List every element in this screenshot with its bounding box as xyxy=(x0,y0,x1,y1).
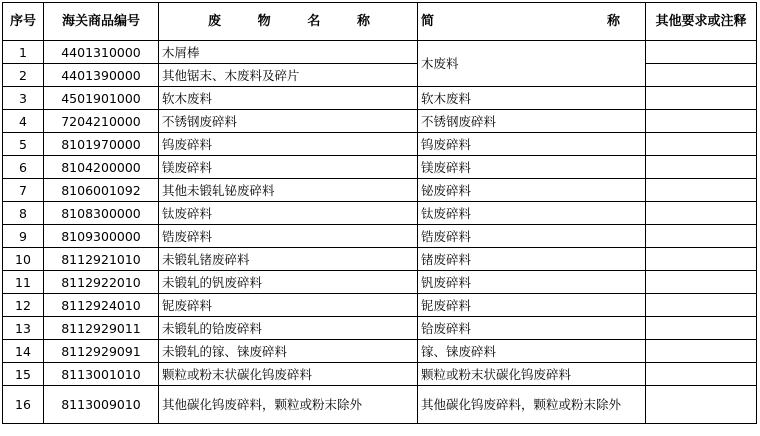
cell-name: 镁废碎料 xyxy=(159,156,418,179)
cell-note xyxy=(646,87,757,110)
header-note: 其他要求或注释 xyxy=(646,3,757,41)
header-name-char: 名 xyxy=(307,14,321,29)
cell-name: 其他碳化钨废碎料，颗粒或粉末除外 xyxy=(159,386,418,424)
cell-abbr: 颗粒或粉末状碳化钨废碎料 xyxy=(418,363,646,386)
cell-code: 8112921010 xyxy=(44,248,159,271)
cell-name: 锆废碎料 xyxy=(159,225,418,248)
cell-note xyxy=(646,225,757,248)
cell-note xyxy=(646,179,757,202)
header-name xyxy=(159,3,418,41)
table-row xyxy=(3,363,757,386)
table-row xyxy=(3,340,757,363)
header-name-char: 物 xyxy=(257,14,271,29)
cell-code: 8112924010 xyxy=(44,294,159,317)
cell-name: 未锻轧的钒废碎料 xyxy=(159,271,418,294)
cell-name: 其他未锻轧铋废碎料 xyxy=(159,179,418,202)
table-row xyxy=(3,248,757,271)
cell-name: 软木废料 xyxy=(159,87,418,110)
cell-name: 钨废碎料 xyxy=(159,133,418,156)
cell-code: 4501901000 xyxy=(44,87,159,110)
header-abbr-char: 简 xyxy=(421,14,435,29)
cell-seq: 14 xyxy=(3,340,44,363)
cell-name: 木屑棒 xyxy=(159,41,418,64)
cell-note xyxy=(646,110,757,133)
cell-seq: 2 xyxy=(3,64,44,87)
header-abbr-char: 称 xyxy=(606,14,620,29)
cell-abbr: 铪废碎料 xyxy=(418,317,646,340)
cell-name: 不锈钢废碎料 xyxy=(159,110,418,133)
table-row xyxy=(3,225,757,248)
header-name-char: 称 xyxy=(356,14,370,29)
cell-seq: 12 xyxy=(3,294,44,317)
cell-code: 8108300000 xyxy=(44,202,159,225)
cell-code: 7204210000 xyxy=(44,110,159,133)
cell-abbr: 钒废碎料 xyxy=(418,271,646,294)
cell-abbr: 钛废碎料 xyxy=(418,202,646,225)
cell-seq: 6 xyxy=(3,156,44,179)
cell-seq: 10 xyxy=(3,248,44,271)
table-row xyxy=(3,317,757,340)
cell-abbr: 镁废碎料 xyxy=(418,156,646,179)
cell-seq: 4 xyxy=(3,110,44,133)
waste-catalog-table xyxy=(2,2,757,424)
cell-note xyxy=(646,202,757,225)
cell-note xyxy=(646,41,757,64)
cell-name: 未锻轧锗废碎料 xyxy=(159,248,418,271)
cell-note xyxy=(646,156,757,179)
cell-name: 钛废碎料 xyxy=(159,202,418,225)
cell-name: 铌废碎料 xyxy=(159,294,418,317)
cell-note xyxy=(646,271,757,294)
cell-seq: 8 xyxy=(3,202,44,225)
waste-catalog-table-container xyxy=(2,2,757,424)
table-row xyxy=(3,156,757,179)
cell-abbr: 锆废碎料 xyxy=(418,225,646,248)
cell-name: 其他锯末、木废料及碎片 xyxy=(159,64,418,87)
cell-seq: 9 xyxy=(3,225,44,248)
cell-note xyxy=(646,317,757,340)
cell-abbr: 锗废碎料 xyxy=(418,248,646,271)
cell-seq: 3 xyxy=(3,87,44,110)
cell-note xyxy=(646,64,757,87)
cell-code: 8109300000 xyxy=(44,225,159,248)
cell-code: 8113001010 xyxy=(44,363,159,386)
header-code: 海关商品编号 xyxy=(44,3,159,41)
cell-code: 8104200000 xyxy=(44,156,159,179)
cell-code: 8112929091 xyxy=(44,340,159,363)
cell-name: 颗粒或粉末状碳化钨废碎料 xyxy=(159,363,418,386)
cell-abbr: 钨废碎料 xyxy=(418,133,646,156)
cell-name: 未锻轧的镓、铼废碎料 xyxy=(159,340,418,363)
cell-code: 8106001092 xyxy=(44,179,159,202)
cell-abbr: 铋废碎料 xyxy=(418,179,646,202)
cell-seq: 15 xyxy=(3,363,44,386)
cell-code: 4401310000 xyxy=(44,41,159,64)
cell-note xyxy=(646,294,757,317)
table-row xyxy=(3,110,757,133)
cell-seq: 1 xyxy=(3,41,44,64)
header-name-char: 废 xyxy=(208,14,222,29)
table-row xyxy=(3,87,757,110)
cell-note xyxy=(646,386,757,424)
cell-note xyxy=(646,248,757,271)
cell-note xyxy=(646,133,757,156)
cell-abbr: 不锈钢废碎料 xyxy=(418,110,646,133)
cell-name: 未锻轧的铪废碎料 xyxy=(159,317,418,340)
cell-note xyxy=(646,340,757,363)
cell-seq: 7 xyxy=(3,179,44,202)
cell-code: 8101970000 xyxy=(44,133,159,156)
cell-code: 8112929011 xyxy=(44,317,159,340)
cell-abbr: 木废料 xyxy=(418,41,646,87)
header-abbr xyxy=(418,3,646,41)
table-row xyxy=(3,294,757,317)
cell-abbr: 铌废碎料 xyxy=(418,294,646,317)
cell-code: 8113009010 xyxy=(44,386,159,424)
table-row xyxy=(3,179,757,202)
cell-seq: 16 xyxy=(3,386,44,424)
cell-abbr: 软木废料 xyxy=(418,87,646,110)
table-header-row xyxy=(3,3,757,41)
cell-seq: 11 xyxy=(3,271,44,294)
table-row xyxy=(3,386,757,424)
cell-code: 4401390000 xyxy=(44,64,159,87)
cell-abbr: 镓、铼废碎料 xyxy=(418,340,646,363)
cell-seq: 5 xyxy=(3,133,44,156)
cell-seq: 13 xyxy=(3,317,44,340)
header-seq: 序号 xyxy=(3,3,44,41)
cell-note xyxy=(646,363,757,386)
table-row xyxy=(3,133,757,156)
cell-abbr: 其他碳化钨废碎料，颗粒或粉末除外 xyxy=(418,386,646,424)
cell-code: 8112922010 xyxy=(44,271,159,294)
table-row xyxy=(3,271,757,294)
table-row xyxy=(3,202,757,225)
table-row xyxy=(3,41,757,64)
